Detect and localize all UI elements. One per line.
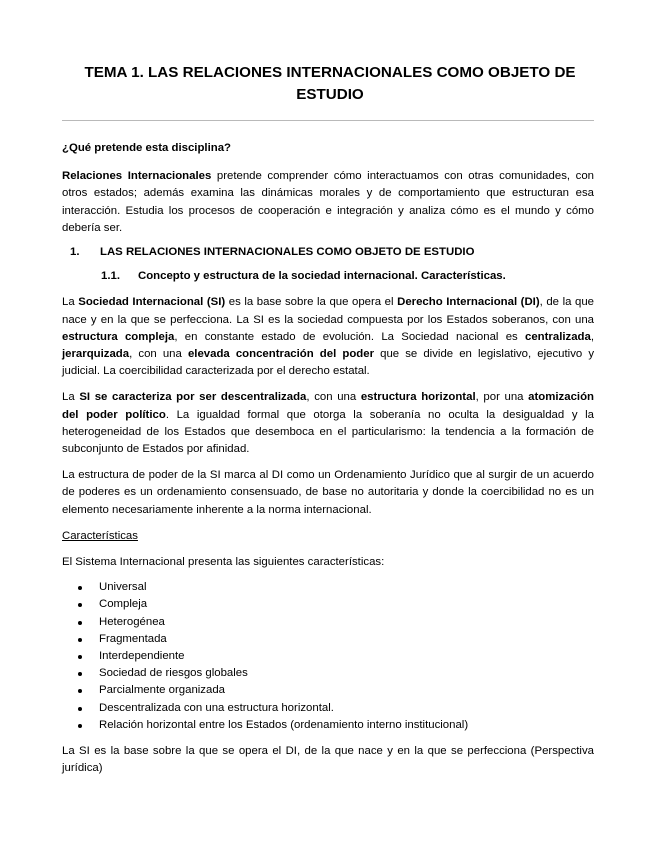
bullet-icon (78, 638, 82, 642)
paragraph-text: , de la que nace y en la que se perfecciona. La SI es la sociedad compuesta por los Estados soberanos, con una (62, 296, 594, 326)
list-item (62, 665, 594, 682)
paragraph-text: es la base sobre la que opera el (225, 296, 398, 309)
list-item-text: Relación horizontal entre los Estados (ordenamiento interno institucional) (99, 718, 469, 731)
list-item-text: Heterogénea (99, 615, 165, 628)
paragraph-text: , con una (129, 348, 188, 361)
list-item (62, 596, 594, 613)
bold-text: estructura horizontal (360, 391, 476, 404)
subsection-number: 1.1. (101, 270, 120, 283)
list-item (62, 682, 594, 699)
bold-text: Sociedad Internacional (SI) (78, 296, 226, 309)
list-item (62, 631, 594, 648)
bold-text: jerarquizada (62, 348, 130, 361)
paragraph-text: , en constante estado de evolución. La Sociedad nacional es (174, 330, 525, 343)
bullet-icon (78, 655, 82, 659)
paragraph-text: , (590, 330, 595, 343)
bullet-icon (78, 689, 82, 693)
section-heading-1-1 (62, 268, 594, 285)
paragraph-text: . La igualdad formal que otorga la soberanía no oculta la desigualdad y la heterogeneidad de los Estados que desemboca en el particularismo: la tendencia a la formación de subconjunto de Estados por afinidad. (62, 408, 594, 456)
paragraph-sociedad-internacional (62, 294, 594, 380)
paragraph-text: La (62, 296, 79, 309)
bold-text: estructura compleja (62, 330, 175, 343)
section-label: LAS RELACIONES INTERNACIONALES COMO OBJETO DE ESTUDIO (100, 246, 475, 259)
bullet-icon (78, 586, 82, 590)
bold-text: Derecho Internacional (DI) (397, 296, 540, 309)
characteristics-intro: El Sistema Internacional presenta las siguientes características: (62, 556, 385, 569)
list-item-text: Universal (99, 581, 147, 594)
subsection-label: Concepto y estructura de la sociedad internacional. Características. (138, 270, 506, 283)
list-item-text: Parcialmente organizada (99, 684, 226, 697)
bullet-icon (78, 672, 82, 676)
section-heading-1 (62, 244, 594, 261)
paragraph-text: La (62, 391, 80, 404)
intro-paragraph (62, 168, 594, 237)
list-item-text: Fragmentada (99, 632, 167, 645)
characteristics-list (62, 579, 594, 734)
list-item-text: Interdependiente (99, 650, 185, 663)
bullet-icon (78, 603, 82, 607)
list-item-text: Compleja (99, 598, 148, 611)
title-divider (62, 120, 594, 121)
bullet-icon (78, 621, 82, 625)
bold-text: Relaciones Internacionales (62, 170, 212, 183)
characteristics-subheading: Características (62, 529, 138, 542)
list-item (62, 579, 594, 596)
list-item (62, 614, 594, 631)
bold-text: atomización del poder político (62, 391, 594, 421)
paragraph-text: pretende comprender cómo interactuamos con otras comunidades, con otros estados; además examina las dinámicas morales y de comportamiento que estructuran esa interacción. Estudia los procesos de cooperación e integración y analiza cómo es el mundo y cómo debería ser. (62, 170, 594, 234)
paragraph-text: , con una (306, 391, 361, 404)
question-heading: ¿Qué pretende esta disciplina? (62, 142, 232, 154)
bold-text: elevada concentración del poder (187, 348, 375, 361)
list-item-text: Descentralizada con una estructura horizontal. (99, 701, 334, 714)
paragraph-text: que se divide en legislativo, ejecutivo y judicial. La coercibilidad caracterizada por el derecho estatal. (62, 348, 595, 378)
paragraph-conclusion: La SI es la base sobre la que se opera el DI, de la que nace y en la que se perfecciona (Perspectiva jurídica) (62, 745, 594, 775)
list-item-text: Sociedad de riesgos globales (99, 667, 248, 680)
list-item (62, 700, 594, 717)
list-item (62, 648, 594, 665)
bold-text: SI se caracteriza por ser descentralizada (79, 391, 307, 404)
paragraph-text: , por una (475, 391, 529, 404)
list-item (62, 717, 594, 734)
paragraph-descentralizada (62, 389, 594, 458)
bullet-icon (78, 707, 82, 711)
bullet-icon (78, 724, 82, 728)
section-number: 1. (70, 246, 80, 259)
paragraph-estructura-poder: La estructura de poder de la SI marca al DI como un Ordenamiento Jurídico que al surgir de un acuerdo de poderes es un ordenamiento consensuado, de base no autoritaria y donde la coercibilidad no es un elemento necesariamente inherente a la norma internacional. (62, 469, 594, 516)
document-title: TEMA 1. LAS RELACIONES INTERNACIONALES COMO OBJETO DE ESTUDIO (84, 64, 576, 103)
bold-text: centralizada (525, 330, 591, 343)
